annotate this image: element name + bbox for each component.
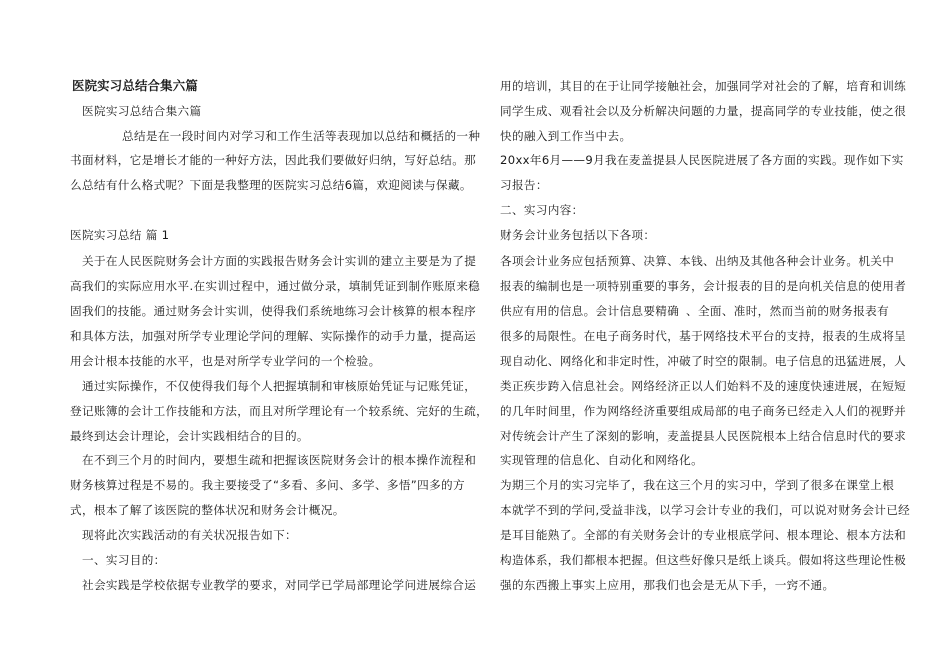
paragraph-line: 本就学不到的学问,受益非浅，以学习会计专业的我们，可以说对财务会计已经 <box>500 503 911 517</box>
paragraph-line: 各项会计业务应包括预算、决算、本钱、出纳及其他各种会计业务。机关中 <box>500 254 895 268</box>
paragraph-line: 书面材料，它是增长才能的一种好方法，因此我们要做好归纳，写好总结。那 <box>70 153 477 167</box>
paragraph-line: 总结是在一段时间内对学习和工作生活等表现加以总结和概括的一种 <box>122 129 481 143</box>
paragraph-line: 固我们的技能。通过财务会计实训，使得我们系统地练习会计核算的根本程序 <box>70 304 477 318</box>
paragraph-line: 财务核算过程是不易的。我主要接受了“多看、多问、多学、多悟”四多的方 <box>70 478 465 492</box>
paragraph-line: 同学生成、观看社会以及分析解决问题的力量，提高同学的专业技能，使之很 <box>500 104 907 118</box>
paragraph-line: 社会实践是学校依据专业教学的要求，对同学已学局部理论学问进展综合运 <box>82 578 477 592</box>
paragraph-line: 实现管理的信息化、自动化和网络化。 <box>500 453 704 467</box>
paragraph-line: 对传统会计产生了深刻的影响，麦盖提县人民医院根本上结合信息时代的要求 <box>500 429 907 443</box>
subtitle: 医院实习总结合集六篇 <box>82 104 202 118</box>
paragraph-line: 现将此次实践活动的有关状况报告如下： <box>82 528 297 542</box>
paragraph-line: 关于在人民医院财务会计方面的实践报告财务会计实训的建立主要是为了提 <box>82 254 477 268</box>
paragraph-line: 高我们的实际应用水平.在实训过程中，通过做分录，填制凭证到制作账原来稳 <box>70 279 481 293</box>
paragraph-line: 式，根本了解了该医院的整体状况和财务会计概况。 <box>70 503 345 517</box>
paragraph-line: 报表的编制也是一项特别重要的事务，会计报表的目的是向机关信息的使用者 <box>500 279 907 293</box>
paragraph-line: 登记账簿的会计工作技能和方法，而且对所学理论有一个较系统、完好的生疏， <box>70 404 489 418</box>
paragraph-line: 和具体方法，加强对所学专业理论学问的理解、实际操作的动手力量，提高运 <box>70 329 477 343</box>
paragraph-line: 是耳目能熟了。全部的有关财务会计的专业根底学问、根本理论、根本方法和 <box>500 528 907 542</box>
paragraph-line: 在不到三个月的时间内，要想生疏和把握该医院财务会计的根本操作流程和 <box>82 453 477 467</box>
paragraph-line: 20xx年6月——9月我在麦盖提县人民医院进展了各方面的实践。现作如下实 <box>500 153 904 167</box>
paragraph-line: 为期三个月的实习完毕了，我在这三个月的实习中，学到了很多在课堂上根 <box>500 478 895 492</box>
paragraph-line: 用会计根本技能的水平，也是对所学专业学问的一个检验。 <box>70 354 381 368</box>
paragraph-line: 现自动化、网络化和非定时性，冲破了时空的限制。电子信息的迅猛进展，人 <box>500 354 907 368</box>
paragraph-line: 、全面、准时，然而当前的财务报表有 <box>686 304 890 318</box>
section-heading: 二、实习内容： <box>500 203 584 217</box>
paragraph-line: 习报告： <box>500 178 548 192</box>
paragraph-line: 强的东西搬上事实上应用，那我们也会是无从下手，一窍不通。 <box>500 578 835 592</box>
paragraph-line: 类正疾步跨入信息社会。网络经济正以人们始料不及的速度快速进展，在短短 <box>500 379 907 393</box>
section-heading: 医院实习总结 篇 1 <box>70 228 170 242</box>
paragraph-line: 很多的局限性。在电子商务时代，基于网络技术平台的支持，报表的生成将呈 <box>500 329 907 343</box>
paragraph-line: 最终到达会计理论，会计实践相结合的目的。 <box>70 429 309 443</box>
document-title: 医院实习总结合集六篇 <box>72 78 198 93</box>
paragraph-line: 构造体系，我们都根本把握。但这些好像只是纸上谈兵。假如将这些理论性极 <box>500 553 907 567</box>
paragraph-line: 的几年时间里，作为网络经济重要组成局部的电子商务已经走入人们的视野并 <box>500 404 907 418</box>
paragraph-line: 用的培训，其目的在于让同学接触社会，加强同学对社会的了解，培育和训练 <box>500 79 907 93</box>
paragraph-line: 么总结有什么格式呢？下面是我整理的医院实习总结6篇，欢迎阅读与保藏。 <box>70 178 472 192</box>
paragraph-line: 通过实际操作，不仅使得我们每个人把握填制和审核原始凭证与记账凭证， <box>82 379 477 393</box>
paragraph-line: 财务会计业务包括以下各项： <box>500 228 656 242</box>
section-heading: 一、实习目的： <box>82 553 166 567</box>
paragraph-line: 快的融入到工作当中去。 <box>500 129 632 143</box>
paragraph-line: 供应有用的信息。会计信息要精确 <box>500 304 680 318</box>
